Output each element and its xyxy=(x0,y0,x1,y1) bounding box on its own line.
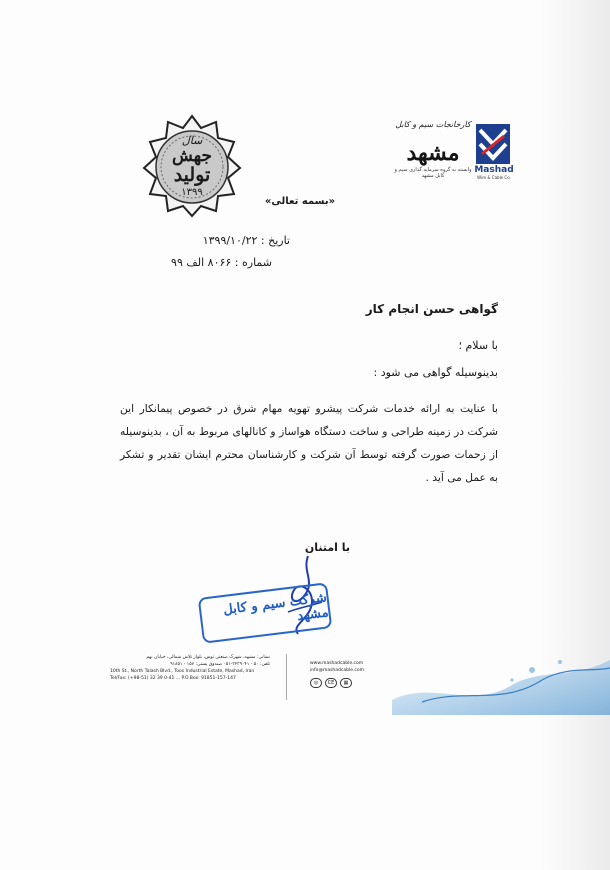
letter-closing: با امتنان xyxy=(304,541,350,554)
iso-icon: ◎ xyxy=(310,678,322,688)
letter-date: تاریخ : ۱۳۹۹/۱۰/۲۲ xyxy=(202,234,290,247)
seal-year: ۱۳۹۹ xyxy=(181,187,203,198)
logo-name-fa: مشهد xyxy=(406,140,460,166)
seal-line-3: تولید xyxy=(173,164,211,186)
footer-email: info@mashadcable.com xyxy=(310,668,365,673)
letter-subject: گواهی حسن انجام کار xyxy=(365,302,498,316)
bismillah-heading: «بسمه تعالی» xyxy=(264,196,336,207)
footer-address-en: 10th St., North Talash Blvd., Toos Industrial Estate, Mashad, Iran xyxy=(110,669,255,674)
footer-tel-en: Tel/Fax: (+98-51) 32 39 0-41 ... P.O.Box: 91851-157-147 xyxy=(110,676,236,681)
standard-icon: ▦ xyxy=(340,678,352,688)
footer-website: www.mashadcable.com xyxy=(310,661,364,666)
footer-address xyxy=(110,654,270,682)
letter-intro: بدینوسیله گواهی می شود : xyxy=(373,366,498,379)
letter-number: شماره : ۸۰۶۶ الف ۹۹ xyxy=(171,256,272,269)
company-stamp: شرکت سیم و کابل مشهد xyxy=(198,582,333,644)
logo-tagline-fa: وابسته به گروه سرمایه گذاری سیم و کابل مشهد xyxy=(394,167,472,179)
footer-address-fa: نشانی: مشهد، شهرک صنعتی توس، بلوار تلاش شمالی، خیابان نهم xyxy=(146,655,270,660)
letter-footer xyxy=(110,654,490,704)
year-seal xyxy=(138,112,246,220)
seal-line-1: سال xyxy=(181,134,203,147)
footer-contact xyxy=(310,660,380,674)
logo-subtitle-fa: کارخانجات سیم و کابل xyxy=(395,120,471,129)
footer-divider xyxy=(286,654,287,700)
mashad-cable-mark-icon xyxy=(476,124,510,164)
certification-icons xyxy=(310,678,352,688)
scan-edge-shadow xyxy=(540,0,610,870)
company-logo xyxy=(392,118,514,196)
ce-icon: CE xyxy=(325,678,337,688)
seal-line-2: جهش xyxy=(171,146,213,166)
logo-subtitle-en: Wire & Cable Co. xyxy=(477,175,511,180)
footer-tel-fa: تلفن: ۵۰ - ۳۲۳۹۰۴۱-۰۵۱ صندوق پستی: ۱۵۷ - ۹۱۸۵۱ xyxy=(170,662,270,667)
letter-greeting: با سلام ؛ xyxy=(458,339,498,352)
logo-name-en: Mashad xyxy=(474,165,514,175)
letter-body: با عنایت به ارائه خدمات شرکت پیشرو تهویه مهام شرق در خصوص پیمانکار این شرکت در زمینه طراحی و ساخت دستگاه هواساز و کانالهای مربوط به آن ، بدینوسیله از زحمات صورت گرفته توسط آن شرکت و کارشناسان محترم ایشان تقدیر و تشکر به عمل می آید . xyxy=(120,402,498,484)
